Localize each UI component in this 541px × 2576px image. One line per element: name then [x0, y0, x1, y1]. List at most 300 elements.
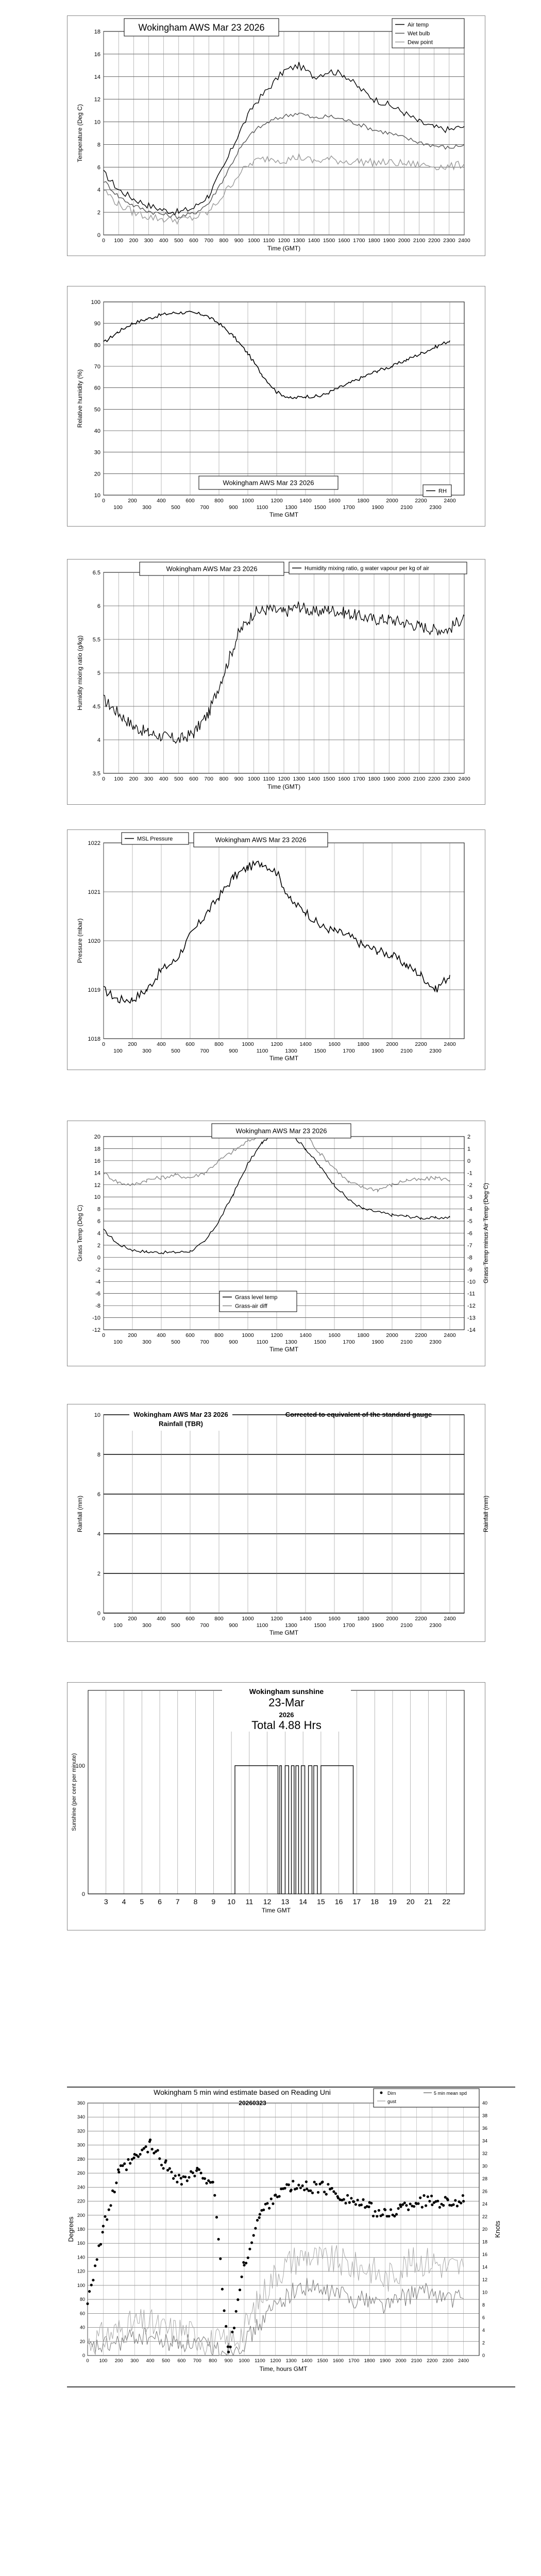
direction-point	[305, 2180, 308, 2183]
x-tick-label: 2300	[429, 504, 442, 511]
x-tick-label: 1300	[285, 1048, 297, 1054]
x-tick-label: 1800	[357, 1041, 369, 1047]
x-tick-label: 800	[214, 1332, 224, 1338]
x-tick-label: 13	[281, 1897, 290, 1906]
x-axis-label: Time GMT	[269, 1346, 299, 1353]
y2-tick-label: 2	[482, 2340, 485, 2346]
x-tick-label: 1100	[256, 504, 268, 511]
x-tick-label: 1900	[371, 1048, 384, 1054]
direction-point	[317, 2191, 319, 2194]
direction-point	[431, 2204, 433, 2206]
direction-point	[268, 2207, 270, 2210]
direction-point	[132, 2157, 135, 2159]
direction-point	[372, 2215, 375, 2217]
direction-point	[195, 2170, 198, 2172]
x-tick-label: 6	[158, 1897, 162, 1906]
x-tick-label: 1700	[353, 776, 365, 782]
y2-tick-label: 8	[482, 2302, 485, 2308]
y-axis-label: Rainfall (mm)	[76, 1495, 83, 1533]
x-tick-label: 300	[144, 238, 154, 244]
y-tick-label: 260	[77, 2171, 85, 2176]
y2-tick-label: 0	[467, 1158, 471, 1164]
y2-tick-label: 30	[482, 2163, 488, 2169]
y-tick-label: -4	[95, 1279, 100, 1285]
y-tick-label: 10	[94, 1194, 100, 1201]
direction-point	[86, 2302, 89, 2305]
y2-tick-label: 10	[482, 2290, 488, 2295]
x-tick-label: 2000	[398, 776, 411, 782]
y2-tick-label: 14	[482, 2264, 488, 2270]
x-tick-label: 2200	[415, 498, 427, 504]
direction-point	[123, 2162, 126, 2165]
x-tick-label: 600	[185, 1041, 195, 1047]
x-tick-label: 200	[129, 776, 139, 782]
x-tick-label: 1700	[348, 2358, 360, 2364]
x-tick-label: 800	[214, 1041, 224, 1047]
y-tick-label: 320	[77, 2128, 85, 2134]
x-tick-label: 500	[171, 1048, 180, 1054]
grass-temp-chart-panel	[67, 1121, 489, 1366]
legend-entry: Air temp	[408, 22, 429, 28]
direction-point	[164, 2159, 167, 2162]
y-tick-label: 1020	[88, 938, 100, 944]
x-tick-label: 20	[406, 1897, 415, 1906]
x-tick-label: 2100	[400, 1622, 413, 1629]
direction-point	[327, 2183, 329, 2185]
chart-title: Wokingham AWS Mar 23 2026	[166, 565, 258, 573]
x-tick-label: 2300	[429, 1048, 442, 1054]
x-tick-label: 1100	[256, 1048, 268, 1054]
x-tick-label: 1400	[299, 498, 312, 504]
x-tick-label: 700	[200, 504, 209, 511]
chart-subtitle: Rainfall (TBR)	[159, 1420, 203, 1428]
y2-tick-label: 4	[482, 2328, 485, 2333]
y-tick-label: 1021	[88, 889, 100, 895]
x-tick-label: 2000	[386, 498, 398, 504]
x-tick-label: 2400	[444, 1616, 456, 1622]
direction-point	[227, 2345, 229, 2348]
direction-point	[146, 2151, 149, 2154]
y-tick-label: 10	[94, 119, 100, 126]
direction-point	[219, 2258, 222, 2260]
y-tick-label: 40	[94, 428, 100, 434]
direction-point	[256, 2219, 259, 2222]
x-tick-label: 400	[157, 1041, 166, 1047]
direction-point	[427, 2195, 429, 2198]
direction-point	[362, 2198, 364, 2201]
y-tick-label: 10	[94, 493, 100, 499]
y-tick-label: 6	[97, 1492, 100, 1498]
x-tick-label: 1900	[371, 1339, 384, 1345]
y-tick-label: 0	[82, 2353, 85, 2358]
x-tick-label: 10	[227, 1897, 235, 1906]
direction-point	[102, 2231, 104, 2233]
direction-point	[229, 2346, 232, 2348]
direction-point	[151, 2148, 154, 2150]
x-tick-label: 800	[214, 498, 224, 504]
direction-point	[233, 2327, 235, 2329]
y2-tick-label: 26	[482, 2189, 488, 2194]
x-tick-label: 1500	[314, 504, 326, 511]
y-tick-label: 0	[97, 232, 100, 239]
y-tick-label: 360	[77, 2100, 85, 2106]
legend-entry: 5 min mean spd	[434, 2091, 467, 2096]
y-tick-label: 120	[77, 2268, 85, 2274]
x-tick-label: 1700	[343, 1622, 355, 1629]
x-axis-label: Time GMT	[261, 1907, 291, 1914]
direction-point	[254, 2227, 257, 2230]
y-tick-label: 50	[94, 406, 100, 413]
x-tick-label: 900	[234, 776, 244, 782]
direction-point	[122, 2164, 124, 2167]
sunshine-chart-panel	[67, 1682, 485, 1930]
direction-point	[303, 2189, 306, 2191]
y-tick-label: 4.5	[92, 704, 100, 710]
direction-point	[419, 2196, 421, 2199]
x-tick-label: 1800	[357, 1332, 369, 1338]
direction-point	[313, 2181, 316, 2183]
x-tick-label: 400	[157, 1332, 166, 1338]
x-tick-label: 2400	[444, 498, 456, 504]
y-axis-label: Sunshine (per cent per minute)	[71, 1753, 77, 1832]
x-tick-label: 1400	[299, 1616, 312, 1622]
direction-point	[283, 2187, 286, 2190]
rainfall-chart-panel	[67, 1404, 489, 1642]
x-tick-label: 500	[162, 2358, 170, 2364]
direction-point	[149, 2139, 151, 2141]
x-tick-label: 2100	[411, 2358, 422, 2364]
x-tick-label: 2000	[386, 1041, 398, 1047]
y2-tick-label: -4	[467, 1206, 472, 1213]
y-tick-label: 16	[94, 51, 100, 58]
y-tick-label: 20	[94, 1134, 100, 1140]
direction-point	[99, 2243, 102, 2246]
x-tick-label: 19	[388, 1897, 397, 1906]
x-tick-label: 2200	[428, 238, 441, 244]
direction-point	[193, 2175, 196, 2177]
temperature-chart-panel	[67, 15, 485, 256]
direction-point	[192, 2172, 194, 2174]
direction-point	[436, 2200, 439, 2202]
y-tick-label: 14	[94, 1170, 100, 1177]
y-tick-label: 180	[77, 2227, 85, 2232]
x-tick-label: 700	[200, 1622, 209, 1629]
x-tick-label: 900	[224, 2358, 233, 2364]
x-tick-label: 21	[424, 1897, 433, 1906]
direction-point	[117, 2171, 120, 2174]
x-tick-label: 2100	[400, 1048, 413, 1054]
x-axis-label: Time (GMT)	[267, 245, 301, 252]
x-tick-label: 2200	[415, 1332, 427, 1338]
direction-point	[288, 2183, 290, 2186]
x-tick-label: 17	[352, 1897, 361, 1906]
direction-point	[438, 2206, 441, 2209]
x-tick-label: 2100	[413, 776, 426, 782]
x-tick-label: 1300	[285, 2358, 297, 2364]
direction-point	[115, 2181, 117, 2184]
y-tick-label: 18	[94, 1146, 100, 1153]
x-tick-label: 1000	[242, 1041, 254, 1047]
legend-entry: gust	[387, 2099, 397, 2104]
x-tick-label: 900	[229, 504, 238, 511]
direction-point	[297, 2184, 300, 2187]
x-tick-label: 2100	[413, 238, 426, 244]
x-tick-label: 900	[234, 238, 244, 244]
direction-point	[367, 2206, 370, 2208]
x-tick-label: 1600	[328, 1041, 341, 1047]
direction-point	[145, 2145, 147, 2148]
x-tick-label: 300	[142, 504, 151, 511]
x-tick-label: 15	[317, 1897, 325, 1906]
direction-point	[334, 2192, 337, 2195]
x-tick-label: 1300	[285, 504, 297, 511]
y-tick-label: 8	[97, 142, 100, 148]
x-tick-label: 1700	[343, 1339, 355, 1345]
y2-tick-label: 6	[482, 2315, 485, 2320]
y-tick-label: 300	[77, 2142, 85, 2148]
x-tick-label: 2400	[458, 776, 470, 782]
x-tick-label: 1600	[337, 776, 350, 782]
y-tick-label: -8	[95, 1303, 100, 1310]
x-tick-label: 1000	[242, 498, 254, 504]
x-tick-label: 300	[142, 1339, 151, 1345]
humidity-chart	[67, 286, 485, 526]
direction-point	[378, 2209, 380, 2212]
direction-point	[174, 2175, 177, 2177]
direction-point	[198, 2168, 200, 2171]
x-tick-label: 1600	[332, 2358, 344, 2364]
direction-point	[376, 2215, 378, 2217]
x-tick-label: 0	[102, 776, 105, 782]
x-tick-label: 800	[214, 1616, 224, 1622]
y-tick-label: 280	[77, 2156, 85, 2162]
pressure-chart	[67, 830, 485, 1070]
direction-point	[325, 2193, 328, 2195]
chart-title: Wokingham AWS Mar 23 2026	[215, 836, 307, 844]
y-tick-label: 200	[77, 2212, 85, 2218]
y-tick-label: 3.5	[92, 771, 100, 777]
x-tick-label: 1400	[308, 238, 320, 244]
x-tick-label: 2000	[386, 1616, 398, 1622]
direction-point	[348, 2201, 351, 2204]
direction-point	[88, 2290, 91, 2293]
x-tick-label: 2300	[442, 2358, 453, 2364]
direction-point	[428, 2200, 431, 2202]
y2-tick-label: -1	[467, 1170, 472, 1177]
y-tick-label: 10	[94, 1412, 100, 1418]
y-tick-label: 6.5	[92, 570, 100, 576]
mixing-ratio-chart-panel	[67, 559, 485, 805]
x-axis-label: Time GMT	[269, 1629, 299, 1636]
direction-point	[170, 2171, 173, 2173]
direction-point	[162, 2167, 165, 2170]
x-tick-label: 2200	[427, 2358, 438, 2364]
x-tick-label: 1600	[328, 1616, 341, 1622]
direction-point	[354, 2203, 357, 2206]
y-tick-label: 100	[91, 299, 100, 306]
y2-tick-label: 12	[482, 2277, 488, 2282]
chart-total: Total 4.88 Hrs	[251, 1719, 322, 1732]
direction-point	[395, 2213, 398, 2215]
y-tick-label: 100	[77, 2282, 85, 2288]
x-tick-label: 400	[157, 1616, 166, 1622]
direction-point	[252, 2234, 255, 2236]
x-tick-label: 2400	[444, 1332, 456, 1338]
chart-date: 23-Mar	[268, 1696, 305, 1709]
direction-point	[160, 2164, 163, 2166]
x-tick-label: 1200	[270, 498, 283, 504]
direction-point	[425, 2205, 427, 2207]
y-tick-label: 30	[94, 449, 100, 456]
x-tick-label: 100	[113, 1048, 123, 1054]
y-tick-label: 2	[97, 210, 100, 216]
x-tick-label: 1900	[371, 504, 384, 511]
legend-entry: Grass level temp	[235, 1294, 278, 1301]
direction-point	[462, 2200, 465, 2202]
x-tick-label: 11	[245, 1897, 253, 1906]
x-axis-label: Time GMT	[269, 1055, 299, 1062]
y-tick-label: -2	[95, 1266, 100, 1273]
x-tick-label: 1100	[263, 238, 275, 244]
x-tick-label: 2200	[428, 776, 441, 782]
y-tick-label: 8	[97, 1452, 100, 1458]
y-tick-label: 12	[94, 1182, 100, 1189]
y2-axis-label: Knots	[494, 2221, 501, 2238]
y2-tick-label: -9	[467, 1266, 472, 1273]
x-tick-label: 300	[144, 776, 154, 782]
x-tick-label: 200	[129, 238, 139, 244]
direction-point	[117, 2168, 120, 2171]
x-tick-label: 500	[171, 1622, 180, 1629]
y2-tick-label: 16	[482, 2252, 488, 2257]
x-tick-label: 1300	[293, 776, 305, 782]
x-tick-label: 100	[114, 776, 123, 782]
y-tick-label: 20	[79, 2338, 85, 2344]
y2-tick-label: -10	[467, 1279, 476, 1285]
x-tick-label: 400	[146, 2358, 155, 2364]
x-tick-label: 2000	[398, 238, 411, 244]
temperature-chart	[67, 16, 485, 256]
x-tick-label: 2300	[443, 238, 455, 244]
direction-point	[172, 2177, 175, 2180]
x-axis-label: Time, hours GMT	[259, 2365, 308, 2372]
direction-point	[102, 2225, 105, 2227]
direction-point	[357, 2199, 359, 2201]
x-tick-label: 100	[113, 1622, 123, 1629]
y2-tick-label: -5	[467, 1218, 472, 1225]
y-tick-label: 60	[94, 385, 100, 392]
x-tick-label: 100	[114, 238, 123, 244]
x-tick-label: 0	[86, 2358, 89, 2364]
legend-entry: RH	[438, 488, 447, 495]
x-tick-label: 1000	[247, 238, 260, 244]
direction-point	[278, 2195, 281, 2198]
direction-point	[344, 2202, 347, 2205]
y2-tick-label: 28	[482, 2176, 488, 2181]
x-tick-label: 600	[177, 2358, 186, 2364]
direction-point	[90, 2284, 93, 2286]
direction-point	[413, 2205, 415, 2208]
direction-point	[157, 2149, 159, 2151]
x-tick-label: 1500	[314, 1622, 326, 1629]
x-tick-label: 2200	[415, 1616, 427, 1622]
x-tick-label: 1500	[317, 2358, 328, 2364]
x-tick-label: 1400	[308, 776, 320, 782]
y2-tick-label: 1	[467, 1146, 471, 1153]
direction-point	[176, 2181, 178, 2183]
direction-point	[227, 2351, 230, 2353]
direction-point	[113, 2191, 116, 2193]
x-tick-label: 1200	[278, 238, 290, 244]
y-tick-label: 6	[97, 603, 100, 609]
x-tick-label: 1800	[357, 498, 369, 504]
direction-point	[129, 2162, 131, 2164]
x-tick-label: 100	[99, 2358, 108, 2364]
x-tick-label: 200	[128, 1616, 137, 1622]
y-tick-label: 60	[79, 2311, 85, 2316]
direction-point	[309, 2190, 312, 2192]
wind-chart-panel	[67, 2087, 515, 2387]
direction-point	[346, 2194, 349, 2197]
y-tick-label: 80	[79, 2297, 85, 2302]
y2-tick-label: -13	[467, 1315, 476, 1321]
y2-tick-label: 40	[482, 2100, 488, 2106]
y-tick-label: 340	[77, 2114, 85, 2120]
direction-point	[352, 2200, 355, 2203]
y2-tick-label: -6	[467, 1230, 472, 1237]
x-tick-label: 1400	[301, 2358, 313, 2364]
direction-point	[270, 2197, 273, 2200]
mixing-ratio-chart	[67, 560, 485, 804]
y2-tick-label: 32	[482, 2151, 488, 2156]
direction-point	[184, 2176, 187, 2178]
direction-point	[125, 2168, 128, 2171]
direction-point	[247, 2257, 249, 2259]
y-tick-label: -12	[92, 1327, 100, 1333]
x-tick-label: 300	[130, 2358, 139, 2364]
direction-point	[243, 2264, 245, 2266]
x-tick-label: 2300	[429, 1622, 442, 1629]
x-tick-label: 1300	[285, 1622, 297, 1629]
legend-entry: Dirn	[387, 2091, 396, 2096]
x-tick-label: 500	[171, 504, 180, 511]
x-tick-label: 600	[185, 498, 195, 504]
y2-tick-label: 24	[482, 2201, 488, 2207]
direction-point	[258, 2216, 261, 2219]
y-axis-label: Pressure (mbar)	[76, 918, 83, 963]
x-tick-label: 2200	[415, 1041, 427, 1047]
y-tick-label: 40	[79, 2325, 85, 2330]
direction-point	[387, 2215, 390, 2217]
direction-point	[231, 2331, 233, 2333]
x-tick-label: 0	[102, 238, 105, 244]
x-tick-label: 1700	[343, 1048, 355, 1054]
plot-area	[104, 302, 464, 495]
x-tick-label: 700	[200, 1339, 209, 1345]
y-tick-label: 1018	[88, 1036, 100, 1042]
plot-area	[104, 1415, 464, 1613]
direction-point	[158, 2157, 161, 2160]
x-tick-label: 4	[122, 1897, 126, 1906]
x-tick-label: 12	[263, 1897, 272, 1906]
y-tick-label: 240	[77, 2184, 85, 2190]
direction-point	[447, 2198, 449, 2201]
direction-point	[421, 2206, 424, 2209]
direction-point	[370, 2202, 373, 2205]
x-tick-label: 1600	[328, 498, 341, 504]
x-tick-label: 22	[442, 1897, 451, 1906]
x-tick-label: 2400	[444, 1041, 456, 1047]
